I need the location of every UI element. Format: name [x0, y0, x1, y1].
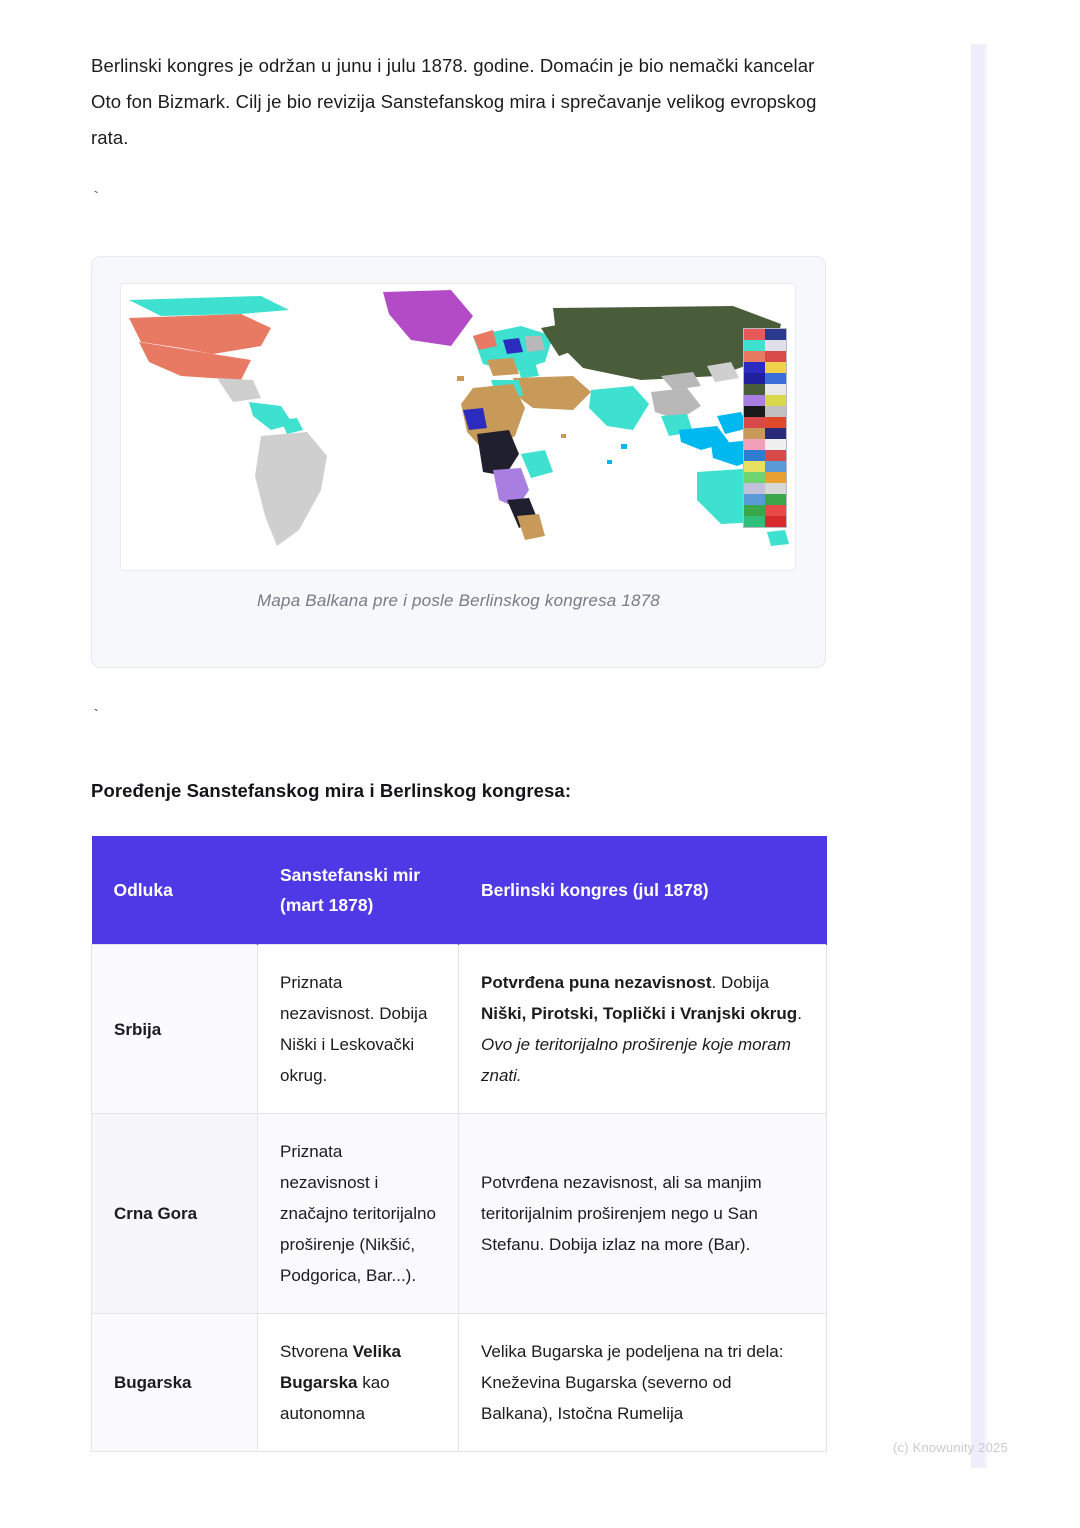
map-legend	[743, 328, 787, 528]
comparison-table	[91, 836, 827, 1452]
legend-row	[744, 483, 786, 494]
legend-row	[744, 461, 786, 472]
cell-crna-gora-berlin: Potvrđena nezavisnost, ali sa manjim teritorijalnim proširenjem nego u San Stefanu. Dobija izlaz na more (Bar).	[459, 1114, 827, 1314]
table-header-row	[92, 836, 827, 945]
code-tick-top: `	[91, 190, 102, 209]
right-margin-strip	[971, 44, 985, 1468]
legend-row	[744, 516, 786, 527]
cell-bugarska-san-stefano: Stvorena Velika Bugarska kao autonomna	[258, 1314, 459, 1452]
legend-row	[744, 417, 786, 428]
column-header-decision: Odluka	[92, 836, 258, 945]
figure-caption: Mapa Balkana pre i posle Berlinskog kongresa 1878	[257, 591, 660, 610]
legend-row	[744, 450, 786, 461]
legend-row	[744, 494, 786, 505]
row-label-srbija: Srbija	[92, 945, 258, 1114]
table-row	[92, 945, 827, 1114]
section-title: Poređenje Sanstefanskog mira i Berlinskog kongresa:	[91, 780, 572, 801]
legend-row	[744, 384, 786, 395]
legend-row	[744, 505, 786, 516]
legend-row	[744, 428, 786, 439]
cell-srbija-san-stefano: Priznata nezavisnost. Dobija Niški i Leskovački okrug.	[258, 945, 459, 1114]
legend-row	[744, 472, 786, 483]
cell-bugarska-berlin: Velika Bugarska je podeljena na tri dela: Kneževina Bugarska (severno od Balkana), Istočna Rumelija	[459, 1314, 827, 1452]
row-label-bugarska: Bugarska	[92, 1314, 258, 1452]
table-row	[92, 1314, 827, 1452]
world-map-image	[120, 283, 796, 571]
legend-row	[744, 373, 786, 384]
row-label-crna-gora: Crna Gora	[92, 1114, 258, 1314]
legend-row	[744, 340, 786, 351]
legend-row	[744, 439, 786, 450]
column-header-berlin: Berlinski kongres (jul 1878)	[459, 836, 827, 945]
document-content	[91, 48, 826, 1452]
code-tick-bottom: `	[91, 708, 102, 727]
legend-row	[744, 329, 786, 340]
figure-card	[91, 256, 826, 668]
right-margin-strip-edge	[985, 44, 988, 1468]
legend-row	[744, 362, 786, 373]
column-header-san-stefano: Sanstefanski mir (mart 1878)	[258, 836, 459, 945]
intro-paragraph: Berlinski kongres je održan u junu i julu 1878. godine. Domaćin je bio nemački kancelar Oto fon Bizmark. Cilj je bio revizija Sanstefanskog mira i sprečavanje velikog evropskog rata.	[91, 55, 817, 148]
table-row	[92, 1114, 827, 1314]
legend-row	[744, 395, 786, 406]
legend-row	[744, 351, 786, 362]
cell-srbija-berlin: Potvrđena puna nezavisnost. Dobija Niški, Pirotski, Toplički i Vranjski okrug. Ovo je teritorijalno proširenje koje moram znati.	[459, 945, 827, 1114]
cell-crna-gora-san-stefano: Priznata nezavisnost i značajno teritorijalno proširenje (Nikšić, Podgorica, Bar...).	[258, 1114, 459, 1314]
legend-row	[744, 406, 786, 417]
watermark: (c) Knowunity 2025	[893, 1440, 1008, 1455]
